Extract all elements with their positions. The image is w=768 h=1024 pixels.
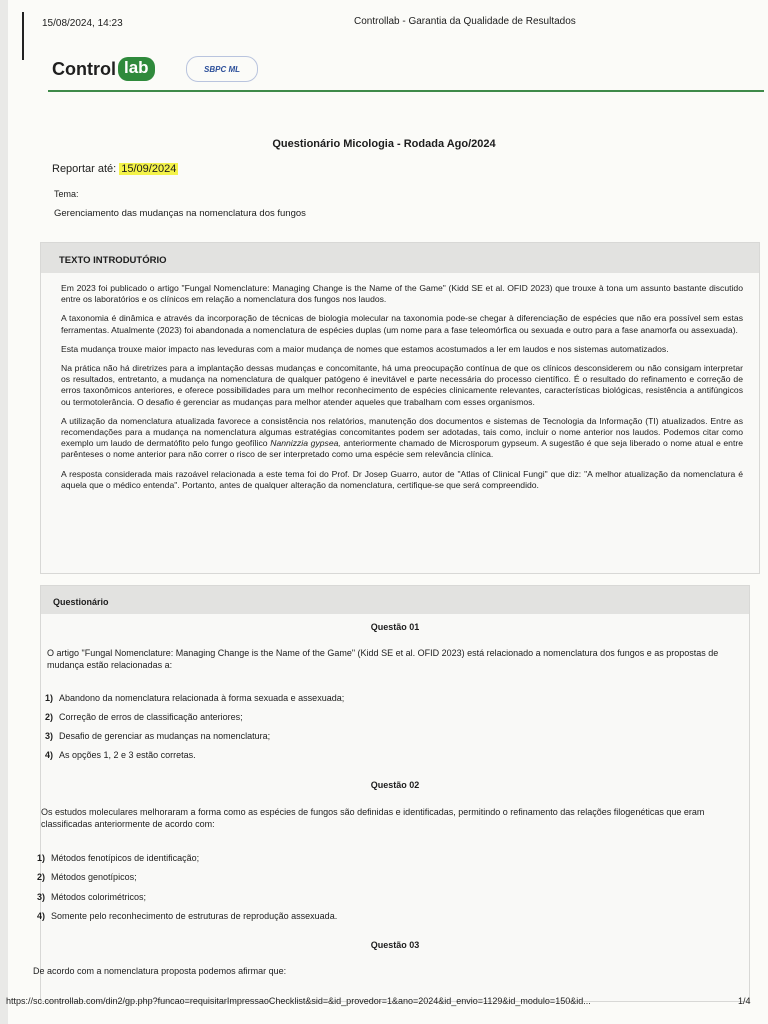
sbpc-ml-logo: SBPC ML xyxy=(186,56,258,82)
print-datetime: 15/08/2024, 14:23 xyxy=(42,18,123,29)
question-01-option[interactable]: 3) Desafio de gerenciar as mudanças na nomenclatura; xyxy=(45,731,271,741)
question-02-label: Questão 02 xyxy=(370,780,420,790)
intro-text-part: anteriormente chamado de Microsporum gypseum. A sugestão é que seja liberado o nome atual e entre parênteses o nome anterior para não correr o risco de ser interpretado como uma espécie sem relevância clínica. xyxy=(61,438,743,460)
intro-text-part: A utilização da nomenclatura atualizada favorece a consistência nos relatórios, manutenção dos documentos e sistemas de Tecnologia da Informação (TI) atualizados. Entre as recomendações para a mudança na nomenclatura algumas estratégias concomitantes podem ser adotadas, tais como, incluir o nome anterior nos laudos. Podemos citar como exemplo um laudo de dermatófito pelo fungo geofílico xyxy=(61,415,743,449)
species-name: Nannizzia gypsea, xyxy=(270,438,341,449)
controllab-logo xyxy=(52,57,155,81)
question-02-option[interactable]: 1) Métodos fenotípicos de identificação; xyxy=(37,853,200,863)
report-deadline-date: 15/09/2024 xyxy=(121,163,177,175)
intro-paragraph: A taxonomia é dinâmica e através da incorporação de técnicas de biologia molecular na taxonomia pode-se chegar à diferenciação de espécies que não era possível sem estas ferramentas. Atualmente (2023) foi abandonada a nomenclatura de espécies duplas (um nome para a fase teleomórfica ou sexuada e outro para a fase anamorfa ou assexuada). xyxy=(61,313,743,335)
question-01-option[interactable]: 2) Correção de erros de classificação anteriores; xyxy=(45,712,243,722)
print-footer-url: https://sc.controllab.com/din2/gp.php?funcao=requisitarImpressaoChecklist&sid=&id_provedor=1&ano=2024&id_envio=1129&id_modulo=150&id... xyxy=(6,996,591,1006)
question-02-option[interactable]: 4) Somente pelo reconhecimento de estruturas de reprodução assexuada. xyxy=(37,911,338,921)
intro-body xyxy=(61,283,743,499)
print-header-title: Controllab - Garantia da Qualidade de Resultados xyxy=(354,16,576,27)
report-deadline-label: Reportar até: xyxy=(52,163,117,175)
question-03-text: De acordo com a nomenclatura proposta podemos afirmar que: xyxy=(33,966,287,976)
intro-paragraph: Na prática não há diretrizes para a implantação dessas mudanças e concomitante, há uma preocupação contínua de que os clínicos desconsiderem ou não consigam interpretar os resultados, entretanto, a mudança na nomenclatura de qualquer patógeno é inevitável e parte necessária do processo científico. É o resultado do refinamento e correção de erros taxonômicos anteriores, e oferece possibilidades para um melhor reconhecimento de espécies clinicamente relevantes, características biológicas, resistência a antifúngicos ou termotolerância. O desafio é gerenciar as mudanças para melhor atender aqueles que trabalham com esses organismos. xyxy=(61,363,743,407)
questionnaire-heading: Questionário xyxy=(41,586,749,614)
intro-paragraph xyxy=(61,416,743,461)
intro-paragraph: A resposta considerada mais razoável relacionada a este tema foi do Prof. Dr Josep Guarro, autor de "Atlas of Clinical Fungi" que diz: "A melhor atualização da nomenclatura é aquela que o médico entenda". Portanto, antes de qualquer alteração da nomenclatura, certifique-se que será compreendido. xyxy=(61,468,743,490)
question-02-option[interactable]: 3) Métodos colorimétricos; xyxy=(37,892,147,902)
question-01-option[interactable]: 1) Abandono da nomenclatura relacionada à forma sexuada e assexuada; xyxy=(45,693,345,703)
question-01-text: O artigo "Fungal Nomenclature: Managing Change is the Name of the Game" (Kidd SE et al. OFID 2023) está relacionado a nomenclatura dos fungos e as propostas de mudança estão relacionadas a: xyxy=(47,648,719,670)
intro-paragraph: Em 2023 foi publicado o artigo "Fungal Nomenclature: Managing Change is the Name of the Game" (Kidd SE et al. OFID 2023) que trouxe à tona um assunto bastante discutido entre os laboratórios e os clínicos em relação a nomenclatura dos fungos nos laudos. xyxy=(61,283,743,305)
form-title: Questionário Micologia - Rodada Ago/2024 xyxy=(272,138,496,150)
margin-mark xyxy=(22,12,24,60)
question-01-label: Questão 01 xyxy=(370,622,420,632)
theme-value: Gerenciamento das mudanças na nomenclatura dos fungos xyxy=(54,208,306,219)
header-divider xyxy=(48,90,764,92)
intro-section xyxy=(40,242,760,574)
report-deadline xyxy=(52,163,178,175)
theme-label: Tema: xyxy=(54,189,79,199)
logo-text-lab: lab xyxy=(118,57,155,81)
question-02-option[interactable]: 2) Métodos genotípicos; xyxy=(37,872,137,882)
intro-paragraph: Esta mudança trouxe maior impacto nas leveduras com a maior mudança de nomes que estamos acostumados a ler em laudos e nos sistemas automatizados. xyxy=(61,343,669,354)
question-03-label: Questão 03 xyxy=(370,940,420,950)
questionnaire-section xyxy=(33,585,750,1002)
intro-heading: TEXTO INTRODUTÓRIO xyxy=(41,243,759,273)
logo-text-control: Control xyxy=(52,58,116,79)
question-01-option[interactable]: 4) As opções 1, 2 e 3 estão corretas. xyxy=(45,750,196,760)
page-number: 1/4 xyxy=(738,996,751,1006)
question-02-text: Os estudos moleculares melhoraram a forma como as espécies de fungos são definidas e identificadas, permitindo o refinamento das relações filogenéticas que eram classificadas anteriormente de acordo com: xyxy=(41,807,705,829)
